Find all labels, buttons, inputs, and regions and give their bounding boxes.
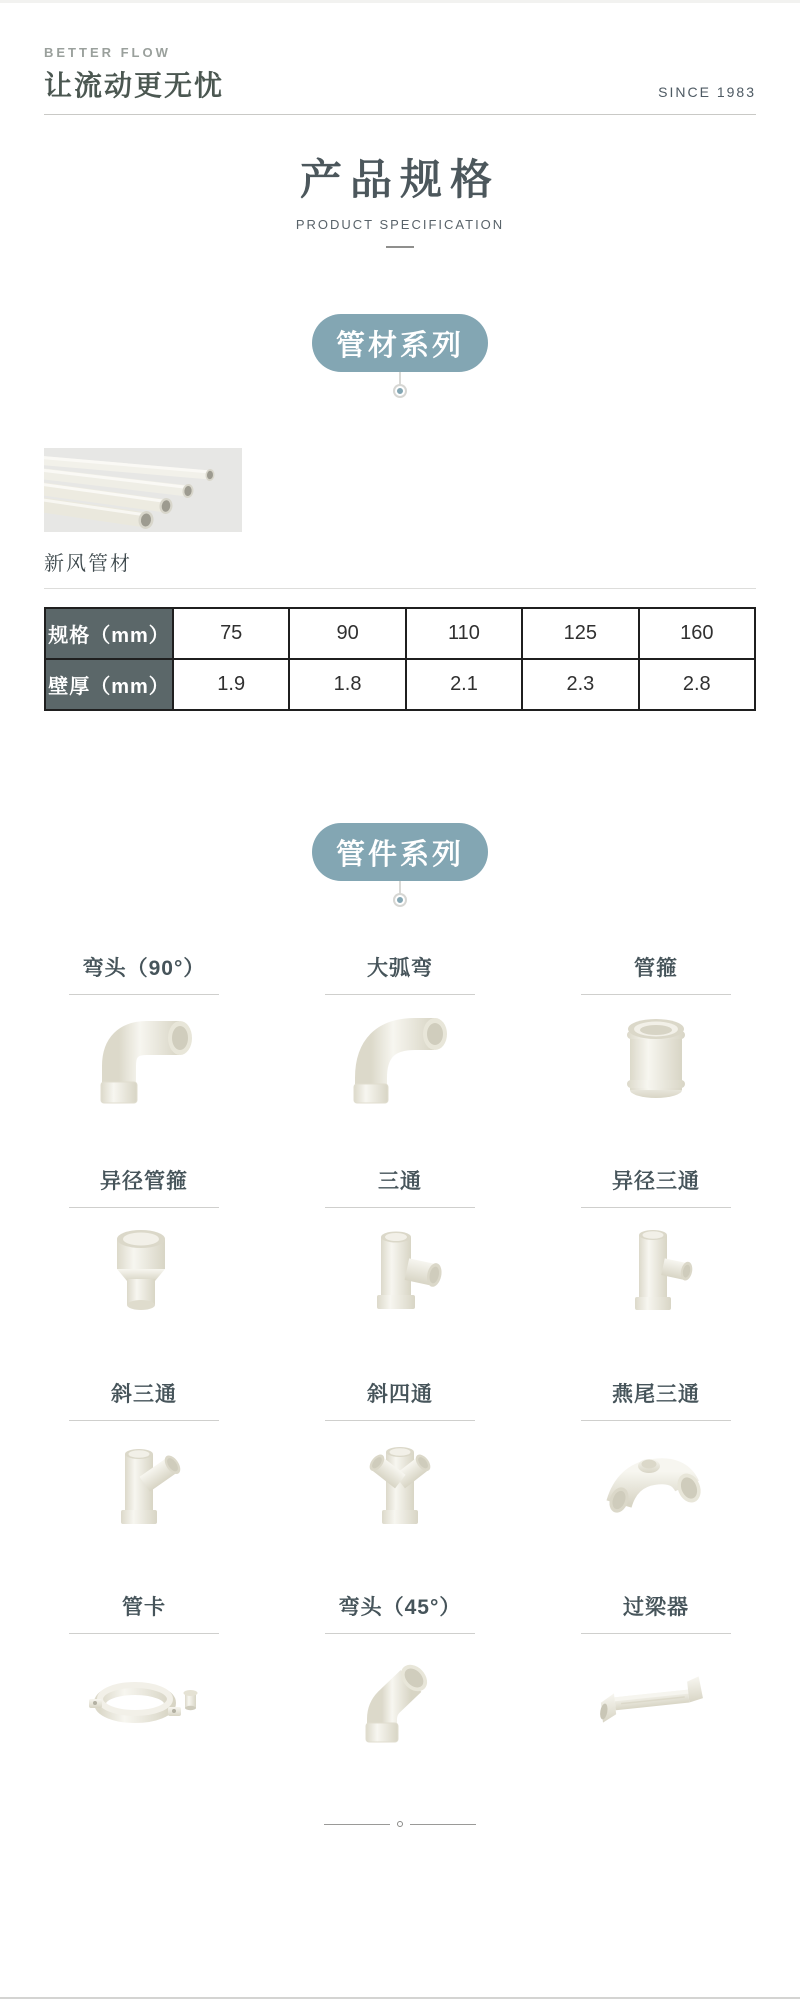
product-name: 斜四通 xyxy=(367,1383,433,1406)
product-reducing-tee xyxy=(528,1170,784,1323)
beam-crossing-icon xyxy=(591,1643,721,1749)
spec-cell: 1.8 xyxy=(289,659,405,710)
skew-tee-icon xyxy=(79,1430,209,1536)
spec-row-diameter xyxy=(45,608,755,659)
pipe-product-name: 新风管材 xyxy=(44,553,132,575)
product-name: 弯头（45°） xyxy=(338,1596,462,1619)
spec-cell: 90 xyxy=(289,608,405,659)
spec-cell: 125 xyxy=(522,608,638,659)
product-tee xyxy=(272,1170,528,1323)
product-rule xyxy=(69,1633,219,1634)
product-large-arc-bend xyxy=(272,957,528,1110)
product-name: 管卡 xyxy=(122,1596,166,1619)
skew-cross-icon xyxy=(335,1430,465,1536)
fitting-series-badge-wrap xyxy=(0,823,800,905)
reducing-tee-icon xyxy=(591,1217,721,1323)
product-dovetail-tee xyxy=(528,1383,784,1536)
brand-tagline: BETTER FLOW xyxy=(44,45,171,60)
ventilation-pipes-image xyxy=(44,448,242,532)
pipe-clamp-icon xyxy=(79,1643,209,1749)
pipe-figure xyxy=(44,448,756,589)
product-reducing-coupling xyxy=(16,1170,272,1323)
spec-cell: 2.8 xyxy=(639,659,755,710)
pipe-series-badge-wrap xyxy=(0,314,800,396)
product-rule xyxy=(69,1420,219,1421)
spec-cell: 2.1 xyxy=(406,659,522,710)
product-coupling xyxy=(528,957,784,1110)
title-rule xyxy=(386,246,414,248)
brand-logotype: 让流动更无忧 xyxy=(44,70,225,101)
dovetail-tee-icon xyxy=(591,1430,721,1536)
product-rule xyxy=(325,1633,475,1634)
badge-dot xyxy=(395,895,405,905)
product-rule xyxy=(581,994,731,995)
brand-header xyxy=(44,3,756,115)
spec-cell: 2.3 xyxy=(522,659,638,710)
tee-icon xyxy=(335,1217,465,1323)
spec-cell: 110 xyxy=(406,608,522,659)
divider-line xyxy=(410,1824,476,1825)
spec-row-wall-thickness xyxy=(45,659,755,710)
product-name: 三通 xyxy=(378,1170,422,1193)
product-skew-cross xyxy=(272,1383,528,1536)
elbow-45-icon xyxy=(335,1643,465,1749)
product-name: 燕尾三通 xyxy=(612,1383,700,1406)
product-name: 管箍 xyxy=(634,957,678,980)
badge-stem xyxy=(399,881,401,894)
coupling-icon xyxy=(591,1004,721,1110)
spec-cell: 1.9 xyxy=(173,659,289,710)
page-subtitle: PRODUCT SPECIFICATION xyxy=(295,217,505,232)
product-rule xyxy=(325,994,475,995)
product-name: 异径三通 xyxy=(612,1170,700,1193)
product-rule xyxy=(581,1633,731,1634)
product-skew-tee xyxy=(16,1383,272,1536)
product-rule xyxy=(69,1207,219,1208)
spec-cell: 75 xyxy=(173,608,289,659)
elbow-90-icon xyxy=(79,1004,209,1110)
product-rule xyxy=(325,1420,475,1421)
pipe-series-badge: 管材系列 xyxy=(312,314,488,372)
badge-stem xyxy=(399,372,401,385)
page-title: 产品规格 xyxy=(299,156,500,203)
large-arc-bend-icon xyxy=(335,1004,465,1110)
divider-line xyxy=(324,1824,390,1825)
badge-dot xyxy=(395,386,405,396)
product-rule xyxy=(69,994,219,995)
product-name: 过梁器 xyxy=(623,1596,689,1619)
product-rule xyxy=(581,1207,731,1208)
product-name: 斜三通 xyxy=(111,1383,177,1406)
spec-row-header: 壁厚（mm） xyxy=(45,659,173,710)
fitting-series-badge: 管件系列 xyxy=(312,823,488,881)
spec-cell: 160 xyxy=(639,608,755,659)
product-name: 弯头（90°） xyxy=(82,957,206,980)
divider-ring-icon xyxy=(397,1821,403,1827)
product-elbow-90 xyxy=(16,957,272,1110)
product-name: 异径管箍 xyxy=(100,1170,188,1193)
product-name: 大弧弯 xyxy=(367,957,433,980)
bottom-divider xyxy=(0,1821,800,1827)
product-rule xyxy=(325,1207,475,1208)
product-elbow-45 xyxy=(272,1596,528,1749)
brand-since: SINCE 1983 xyxy=(658,84,756,100)
fittings-grid xyxy=(16,957,784,1749)
product-beam-crossing xyxy=(528,1596,784,1749)
product-pipe-clamp xyxy=(16,1596,272,1749)
product-rule xyxy=(581,1420,731,1421)
reducing-coupling-icon xyxy=(79,1217,209,1323)
pipe-rule xyxy=(44,588,756,589)
spec-row-header: 规格（mm） xyxy=(45,608,173,659)
spec-table xyxy=(44,607,756,711)
title-block xyxy=(0,147,800,248)
